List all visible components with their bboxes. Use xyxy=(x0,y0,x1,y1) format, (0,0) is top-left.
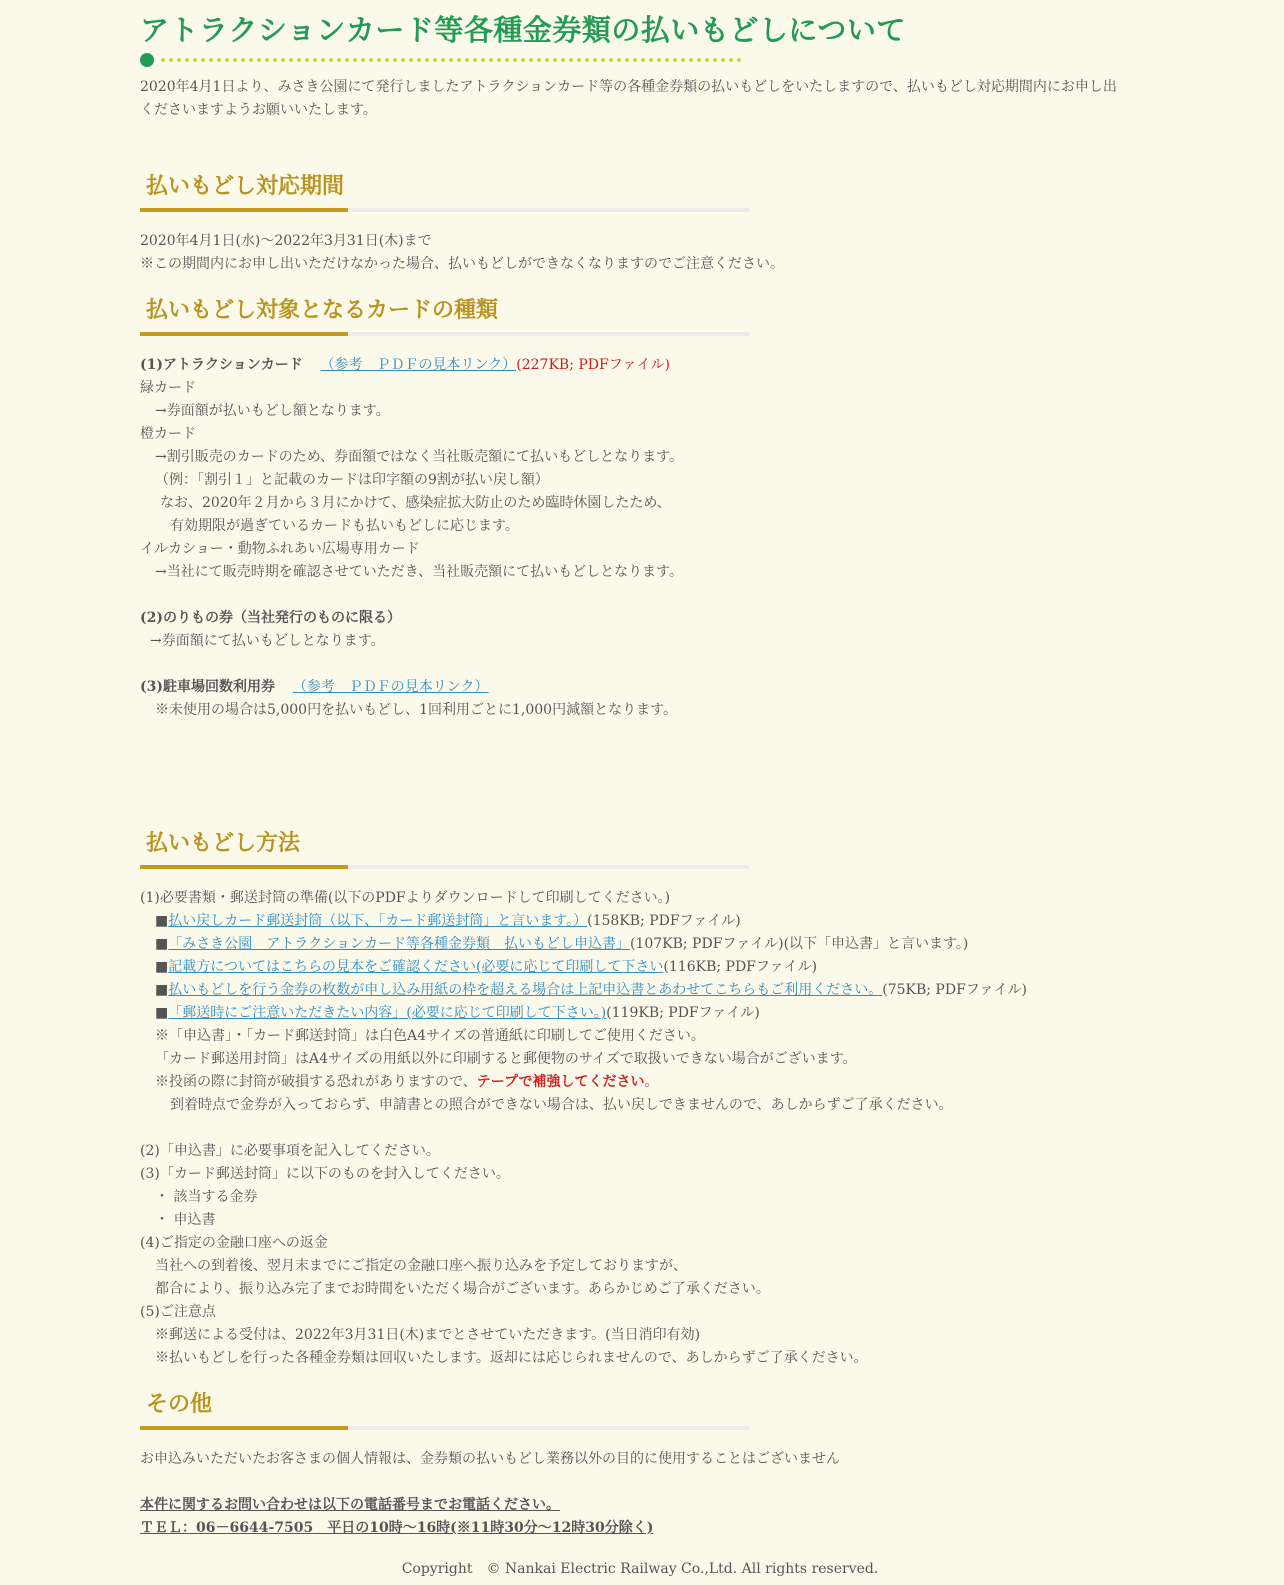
heading-underline xyxy=(140,208,750,212)
doc-list-item: ■記載方についてはこちらの見本をご確認ください(必要に応じて印刷して下さい(116KB; PDFファイル) xyxy=(155,959,818,975)
sample-pdf-link[interactable]: 記載方についてはこちらの見本をご確認ください(必要に応じて印刷して下さい xyxy=(168,959,664,975)
caution-2: ※払いもどしを行った各種金券類は回収いたします。返却には応じられませんので、あしからずご了承ください。 xyxy=(155,1350,868,1366)
enclose-item: ・ 該当する金券 xyxy=(155,1189,258,1205)
arrival-note: 到着時点で金券が入っておらず、申請書との照合ができない場合は、払い戻しできませんので、あしからずご了承ください。 xyxy=(170,1097,953,1113)
heading-underline xyxy=(140,1426,750,1430)
envelope-size-note: 「カード郵送用封筒」はA4サイズの用紙以外に印刷すると郵便物のサイズで取扱いできない場合がございます。 xyxy=(155,1051,857,1067)
method-step4: (4)ご指定の金融口座への返金 xyxy=(140,1235,328,1251)
dotted-line xyxy=(159,58,745,62)
tape-note: ※投函の際に封筒が破損する恐れがありますので、テープで補強してください。 xyxy=(155,1074,659,1090)
period-note: ※この期間内にお申し出いただけなかった場合、払いもどしができなくなりますのでご注意ください。 xyxy=(140,256,784,272)
orange-card-example: （例：「割引１」と記載のカードは印字額の9割が払い戻し額） xyxy=(155,472,549,488)
method-step2: (2)「申込書」に必要事項を記入してください。 xyxy=(140,1143,440,1159)
orange-card-note: →割引販売のカードのため、券面額ではなく当社販売額にて払いもどしとなります。 xyxy=(155,449,684,465)
doc-list-item: ■「みさき公園 アトラクションカード等各種金券類 払いもどし申込書」(107KB; PDFファイル)(以下「申込書」と言います。) xyxy=(155,936,969,952)
orange-card-note2: なお、2020年２月から３月にかけて、感染症拡大防止のため臨時休園したため、 xyxy=(160,495,671,511)
dolphin-card-label: イルカショー・動物ふれあい広場専用カード xyxy=(140,541,420,557)
intro-text: 2020年4月1日より、みさき公園にて発行しましたアトラクションカード等の各種金券類の払いもどしをいたしますので、払いもどし対応期間内にお申し出くださいますようお願いいたします。 xyxy=(140,79,1117,118)
green-card-note: →券面額が払いもどし額となります。 xyxy=(155,403,390,419)
attraction-card-file-size: (227KB; PDFファイル) xyxy=(516,357,670,373)
green-card-label: 緑カード xyxy=(140,380,196,396)
method-step1: (1)必要書類・郵送封筒の準備(以下のPDFよりダウンロードして印刷してください。) xyxy=(140,890,671,906)
application-form-pdf-link[interactable]: 「みさき公園 アトラクションカード等各種金券類 払いもどし申込書」 xyxy=(168,936,630,952)
refund-note-1: 当社への到着後、翌月末までにご指定の金融口座へ振り込みを予定しておりますが、 xyxy=(155,1258,687,1274)
doc-list-item: ■払いもどしを行う金券の枚数が申し込み用紙の枠を超える場合は上記申込書とあわせてこちらもご利用ください。(75KB; PDFファイル) xyxy=(155,982,1027,998)
heading-underline xyxy=(140,332,750,336)
extra-sheet-pdf-link[interactable]: 払いもどしを行う金券の枚数が申し込み用紙の枠を超える場合は上記申込書とあわせてこちらもご利用ください。 xyxy=(168,982,883,998)
attraction-card-sample-link[interactable]: （参考 ＰＤＦの見本リンク） xyxy=(320,357,517,373)
method-section xyxy=(140,827,1140,1370)
cards-section xyxy=(140,294,1140,722)
parking-ticket-title: (3)駐車場回数利用券 xyxy=(140,679,275,695)
cards-heading: 払いもどし対象となるカードの種類 xyxy=(146,298,499,323)
title-dot-divider xyxy=(140,52,1140,68)
period-heading: 払いもどし対応期間 xyxy=(146,174,345,199)
ride-ticket-title: (2)のりもの券（当社発行のものに限る） xyxy=(140,610,401,626)
mailing-notes-pdf-link[interactable]: 「郵送時にご注意いただきたい内容」(必要に応じて印刷して下さい。) xyxy=(168,1005,607,1021)
dolphin-card-note: →当社にて販売時期を確認させていただき、当社販売額にて払いもどしとなります。 xyxy=(155,564,684,580)
method-step3: (3)「カード郵送封筒」に以下のものを封入してください。 xyxy=(140,1166,510,1182)
parking-ticket-line xyxy=(140,676,1140,699)
page-content xyxy=(140,0,1140,1581)
method-heading: 払いもどし方法 xyxy=(146,831,301,856)
period-section xyxy=(140,170,1140,276)
attraction-card-title: (1)アトラクションカード xyxy=(140,357,303,373)
ride-ticket-note: →券面額にて払いもどしとなります。 xyxy=(150,633,385,649)
doc-list-item: ■「郵送時にご注意いただきたい内容」(必要に応じて印刷して下さい。)(119KB; PDFファイル) xyxy=(155,1005,760,1021)
privacy-note: お申込みいただいたお客さまの個人情報は、金券類の払いもどし業務以外の目的に使用することはございません xyxy=(140,1451,840,1467)
caution-1: ※郵送による受付は、2022年3月31日(木)までとさせていただきます。(当日消印有効) xyxy=(155,1327,701,1343)
heading-underline xyxy=(140,865,750,869)
contact-phone: ＴＥＬ：06－6644-7505 平日の10時～16時(※11時30分～12時30分除く) xyxy=(140,1520,654,1536)
green-dot-icon xyxy=(140,53,154,67)
parking-ticket-sample-link[interactable]: （参考 ＰＤＦの見本リンク） xyxy=(292,679,489,695)
refund-note-2: 都合により、振り込み完了までお時間をいただく場合がございます。あらかじめご了承ください。 xyxy=(155,1281,770,1297)
method-step5: (5)ご注意点 xyxy=(140,1304,216,1320)
period-dates: 2020年4月1日(水)～2022年3月31日(木)まで xyxy=(140,233,432,249)
doc-list-item: ■払い戻しカード郵送封筒（以下、「カード郵送封筒」と言います。）(158KB; PDFファイル) xyxy=(155,913,741,929)
contact-intro: 本件に関するお問い合わせは以下の電話番号までお電話ください。 xyxy=(140,1497,560,1513)
orange-card-note3: 有効期限が過ぎているカードも払いもどしに応じます。 xyxy=(170,518,519,534)
envelope-pdf-link[interactable]: 払い戻しカード郵送封筒（以下、「カード郵送封筒」と言います。） xyxy=(168,913,588,929)
other-section xyxy=(140,1388,1140,1540)
print-note: ※「申込書」・「カード郵送封筒」は白色A4サイズの普通紙に印刷してご使用ください。 xyxy=(155,1028,705,1044)
enclose-item: ・ 申込書 xyxy=(155,1212,216,1228)
parking-ticket-note: ※未使用の場合は5,000円を払いもどし、1回利用ごとに1,000円減額となります。 xyxy=(155,702,677,718)
attraction-card-line xyxy=(140,354,1140,377)
other-heading: その他 xyxy=(146,1392,213,1417)
orange-card-label: 橙カード xyxy=(140,426,196,442)
tape-warning: テープで補強してください xyxy=(476,1074,645,1090)
copyright: Copyright © Nankai Electric Railway Co.,Ltd. All rights reserved. xyxy=(401,1561,879,1577)
page-title: アトラクションカード等各種金券類の払いもどしについて xyxy=(140,13,906,47)
